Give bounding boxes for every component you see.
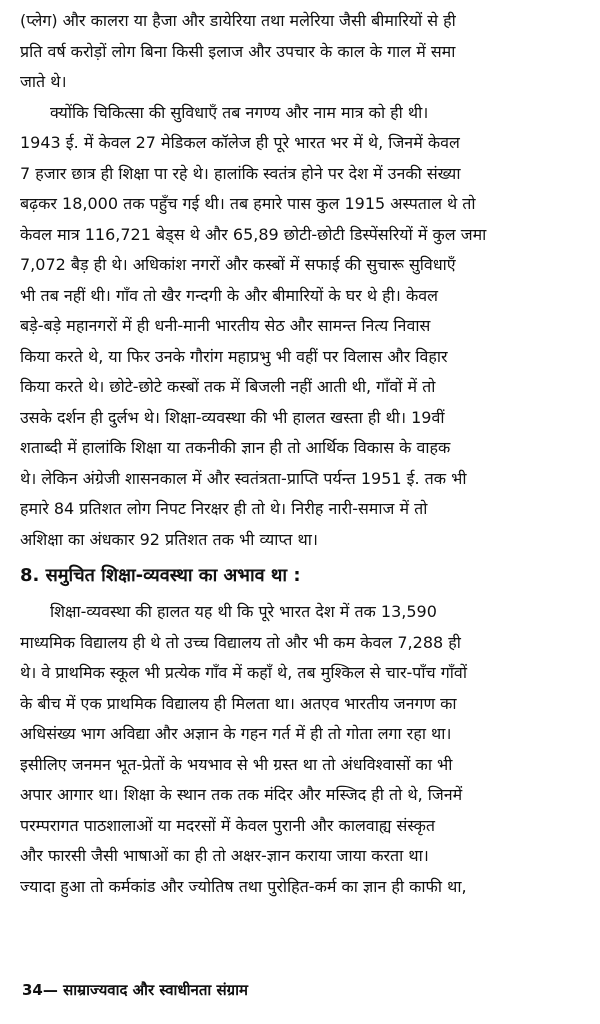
text-line: शताब्दी में हालांकि शिक्षा या तकनीकी ज्ञान ही तो आर्थिक विकास के वाहक bbox=[20, 438, 451, 457]
text-line: जाते थे। bbox=[20, 72, 67, 91]
text-line: 1943 ई. में केवल 27 मेडिकल कॉलेज ही पूरे भारत भर में थे, जिनमें केवल bbox=[20, 133, 460, 152]
text-line: 7 हजार छात्र ही शिक्षा पा रहे थे। हालांकि स्वतंत्र होने पर देश में उनकी संख्या bbox=[20, 163, 461, 183]
book-title: साम्राज्यवाद और स्वाधीनता संग्राम bbox=[63, 981, 248, 999]
text-line: 7,072 बैड़ ही थे। अधिकांश नगरों और कस्बों में सफाई की सुचारू सुविधाएँ bbox=[20, 255, 456, 274]
text-line: ज्यादा हुआ तो कर्मकांड और ज्योतिष तथा पुरोहित-कर्म का ज्ञान ही काफी था, bbox=[20, 876, 467, 896]
text-line: क्योंकि चिकित्सा की सुविधाएँ तब नगण्य और नाम मात्र को ही थी। bbox=[50, 102, 429, 122]
page-footer bbox=[22, 980, 248, 1000]
text-line: इसीलिए जनमन भूत-प्रेतों के भयभाव से भी ग्रस्त था तो अंधविश्वासों का भी bbox=[20, 754, 453, 774]
text-line: अपार आगार था। शिक्षा के स्थान तक तक मंदिर और मस्जिद ही तो थे, जिनमें bbox=[20, 785, 463, 804]
text-line: किया करते थे। छोटे-छोटे कस्बों तक में बिजली नहीं आती थी, गाँवों में तो bbox=[20, 377, 436, 396]
text-line: प्रति वर्ष करोड़ों लोग बिना किसी इलाज और उपचार के काल के गाल में समा bbox=[20, 41, 456, 61]
text-line: (प्लेग) और कालरा या हैजा और डायेरिया तथा मलेरिया जैसी बीमारियों से ही bbox=[20, 11, 456, 30]
paragraph-1 bbox=[20, 6, 586, 98]
text-line: बड़े-बड़े महानगरों में ही धनी-मानी भारतीय सेठ और सामन्त नित्य निवास bbox=[20, 316, 431, 335]
text-line: हमारे 84 प्रतिशत लोग निपट निरक्षर ही तो थे। निरीह नारी-समाज में तो bbox=[20, 499, 428, 518]
text-line: थे। लेकिन अंग्रेजी शासनकाल में और स्वतंत्रता-प्राप्ति पर्यन्त 1951 ई. तक भी bbox=[20, 468, 467, 488]
footer-separator: — bbox=[42, 981, 58, 999]
text-line: अधिसंख्य भाग अविद्या और अज्ञान के गहन गर्त में ही तो गोता लगा रहा था। bbox=[20, 724, 452, 743]
text-line: माध्यमिक विद्यालय ही थे तो उच्च विद्यालय तो और भी कम केवल 7,288 ही bbox=[20, 632, 461, 652]
text-line: किया करते थे, या फिर उनके गौरांग महाप्रभु भी वहीं पर विलास और विहार bbox=[20, 346, 448, 366]
text-line: परम्परागत पाठशालाओं या मदरसों में केवल पुरानी और कालवाह्य संस्कृत bbox=[20, 815, 435, 835]
text-line: अशिक्षा का अंधकार 92 प्रतिशत तक भी व्याप्त था। bbox=[20, 529, 318, 549]
section-heading: 8. समुचित शिक्षा-व्यवस्था का अभाव था : bbox=[20, 565, 301, 586]
page-body bbox=[20, 6, 586, 902]
text-line: केवल मात्र 116,721 बेड्स थे और 65,89 छोटी-छोटी डिस्पेंसरियों में कुल जमा bbox=[20, 224, 487, 244]
text-line: थे। वे प्राथमिक स्कूल भी प्रत्येक गाँव में कहाँ थे, तब मुश्किल से चार-पाँच गाँवों bbox=[20, 663, 467, 682]
text-line: शिक्षा-व्यवस्था की हालत यह थी कि पूरे भारत देश में तक 13,590 bbox=[50, 602, 437, 621]
text-line: उसके दर्शन ही दुर्लभ थे। शिक्षा-व्यवस्था की भी हालत खस्ता ही थी। 19वीं bbox=[20, 407, 445, 427]
paragraph-3 bbox=[20, 597, 586, 902]
text-line: भी तब नहीं थी। गाँव तो खैर गन्दगी के और बीमारियों के घर थे ही। केवल bbox=[20, 285, 438, 305]
text-line: के बीच में एक प्राथमिक विद्यालय ही मिलता था। अतएव भारतीय जनगण का bbox=[20, 693, 457, 713]
page-number: 34 bbox=[22, 981, 43, 999]
paragraph-2 bbox=[20, 98, 586, 556]
text-line: बढ़कर 18,000 तक पहुँच गई थी। तब हमारे पास कुल 1915 अस्पताल थे तो bbox=[20, 194, 476, 213]
text-line: और फारसी जैसी भाषाओं का ही तो अक्षर-ज्ञान कराया जाया करता था। bbox=[20, 846, 429, 865]
